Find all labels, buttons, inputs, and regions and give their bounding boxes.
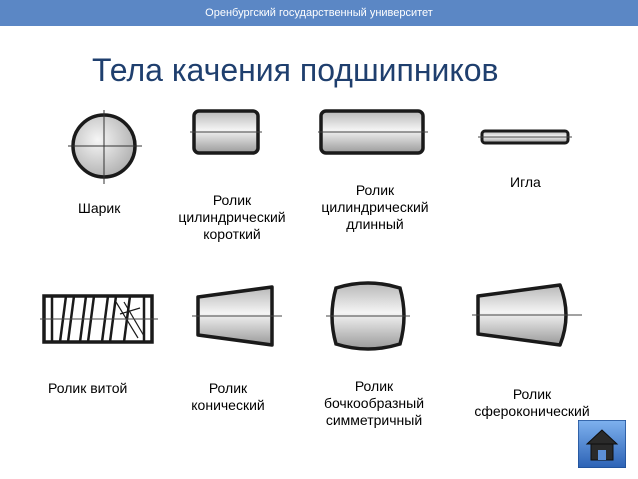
long-cylindrical-roller-image — [318, 108, 428, 156]
ball-image — [66, 108, 146, 188]
tapered-roller-label: Ролик конический — [191, 380, 265, 413]
short-cylindrical-roller-label: Ролик цилиндрический короткий — [178, 192, 286, 242]
long-cylindrical-roller-label: Ролик цилиндрический длинный — [321, 182, 429, 232]
barrel-roller-label: Ролик бочкообразный симметричный — [323, 378, 425, 428]
short-cylindrical-roller-image — [190, 108, 262, 156]
tapered-roller-image — [192, 283, 282, 349]
slide-title: Тела качения подшипников — [92, 52, 499, 88]
university-name: Оренбургский государственный университет — [205, 7, 433, 19]
needle-label: Игла — [510, 174, 541, 190]
spiral-roller-image — [40, 292, 158, 346]
ball-label: Шарик — [78, 200, 121, 216]
spherical-tapered-roller-label: Ролик сфероконический — [474, 386, 590, 419]
home-button[interactable] — [578, 420, 626, 468]
spherical-tapered-roller-image — [472, 280, 582, 350]
barrel-roller-image — [326, 282, 410, 350]
spiral-roller-label: Ролик витой — [48, 380, 128, 396]
needle-image — [478, 128, 572, 146]
